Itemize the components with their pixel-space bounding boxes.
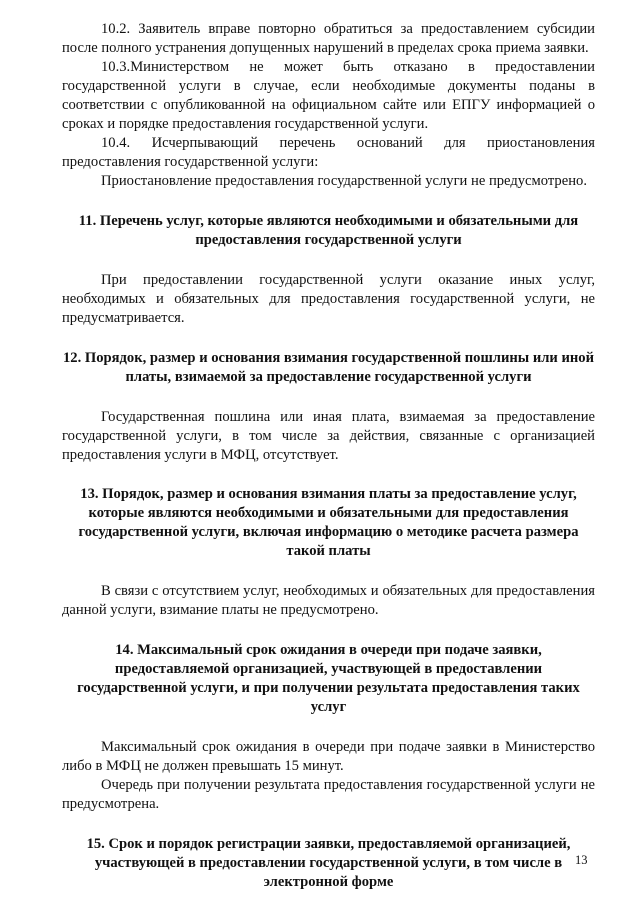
section-heading-13: 13. Порядок, размер и основания взимания платы за предоставление услуг, которые являются необходимыми и обязательными для предоставления государственной услуги, включая информацию о методике расчета размера такой платы <box>78 486 579 559</box>
paragraph-10-4: 10.4. Исчерпывающий перечень оснований для приостановления предоставления государственной услуги: <box>62 135 595 170</box>
section-body-12: Государственная пошлина или иная плата, взимаемая за предоставление государственной услуги, в том числе за действия, связанные с организацией предоставления услуги в МФЦ, отсутствует. <box>62 409 595 463</box>
section-heading-15: 15. Срок и порядок регистрации заявки, предоставляемой организацией, участвующей в предоставлении государственной услуги, в том числе в электронной форме <box>86 836 571 890</box>
section-heading-11: 11. Перечень услуг, которые являются необходимыми и обязательными для предоставления государственной услуги <box>78 213 579 248</box>
section-body-13: В связи с отсутствием услуг, необходимых и обязательных для предоставления данной услуги, взимание платы не предусмотрено. <box>62 583 595 618</box>
page-content <box>62 20 595 892</box>
page-number: 13 <box>575 853 588 867</box>
paragraph-10-2: 10.2. Заявитель вправе повторно обратиться за предоставлением субсидии после полного устранения допущенных нарушений в пределах срока приема заявки. <box>62 21 595 56</box>
section-body-14-queue: Очередь при получении результата предоставления государственной услуги не предусмотрена. <box>62 777 595 812</box>
section-body-14: Максимальный срок ожидания в очереди при подаче заявки в Министерство либо в МФЦ не должен превышать 15 минут. <box>62 739 595 774</box>
section-body-11: При предоставлении государственной услуги оказание иных услуг, необходимых и обязательных для предоставления государственной услуги, не предусматривается. <box>62 272 595 326</box>
section-heading-14: 14. Максимальный срок ожидания в очереди при подаче заявки, предоставляемой организацией, участвующей в предоставлении государственной услуги, и при получении результата предоставления таких услуг <box>77 642 580 715</box>
paragraph-10-4-suspension: Приостановление предоставления государственной услуги не предусмотрено. <box>101 173 587 189</box>
section-heading-12: 12. Порядок, размер и основания взимания государственной пошлины или иной платы, взимаемой за предоставление государственной услуги <box>63 350 594 385</box>
paragraph-10-3: 10.3.Министерством не может быть отказано в предоставлении государственной услуги в случае, если необходимые документы поданы в соответствии с опубликованной на официальном сайте или ЕПГУ информацией о сроках и порядке предоставления государственной услуги. <box>62 59 595 132</box>
